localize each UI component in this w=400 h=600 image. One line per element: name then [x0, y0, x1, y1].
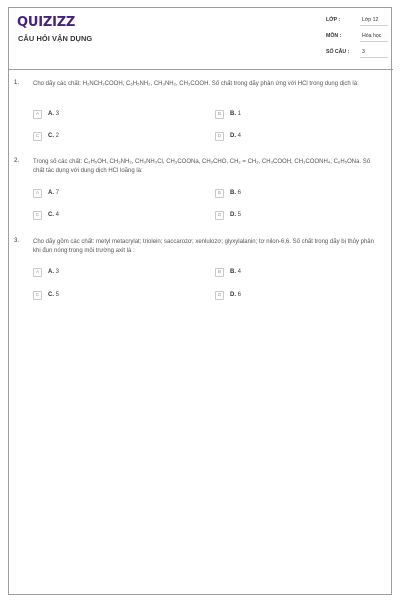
option-b[interactable] — [215, 268, 355, 278]
option-value: 4 — [237, 269, 242, 275]
option-label: A. — [48, 269, 54, 275]
option-value: 4 — [55, 212, 60, 218]
option-letter-box: D — [215, 291, 224, 300]
option-value: 6 — [237, 190, 242, 196]
option-value: 6 — [237, 292, 242, 298]
option-label: B. — [230, 269, 236, 275]
option-letter-box: C — [33, 291, 42, 300]
option-value: 3 — [55, 269, 60, 275]
page-title: CÂU HỎI VẬN DỤNG — [18, 34, 93, 43]
option-letter-box: D — [215, 132, 224, 141]
option-label: B. — [230, 111, 236, 117]
option-b[interactable] — [215, 189, 355, 199]
worksheet — [8, 7, 392, 595]
option-letter-box: C — [33, 211, 42, 220]
question-text: Cho dãy gồm các chất: metyl metacrylat; triolein; saccarozơ; xenlulozơ; glyxylalanin; tơ nilon-6,6. Số chất trong dãy bị thủy phân khi đun nóng trong môi trường axit là : — [33, 239, 374, 254]
meta-subject-underline — [360, 41, 388, 42]
option-c[interactable] — [33, 132, 173, 142]
meta-subject-key: MÔN : — [326, 33, 342, 39]
option-d[interactable] — [215, 291, 355, 301]
question-number: 1. — [14, 80, 20, 86]
option-value: 3 — [55, 111, 60, 117]
question-number: 2. — [14, 158, 20, 164]
option-label: C. — [48, 212, 54, 218]
meta-question-count-key: SỐ CÂU : — [326, 49, 350, 55]
option-value: 5 — [237, 212, 242, 218]
option-d[interactable] — [215, 132, 355, 142]
option-label: A. — [48, 111, 54, 117]
option-value: 7 — [55, 190, 60, 196]
option-label: C. — [48, 133, 54, 139]
meta-grade-key: LỚP : — [326, 17, 341, 23]
meta-question-count-underline — [360, 57, 388, 58]
meta-grade-underline — [360, 25, 388, 26]
option-letter-box: B — [215, 268, 224, 277]
option-letter-box: A — [33, 110, 42, 119]
meta-question-count-value: 3 — [362, 49, 365, 55]
meta-grade — [326, 16, 390, 26]
option-letter-box: C — [33, 132, 42, 141]
option-value: 2 — [55, 133, 60, 139]
option-a[interactable] — [33, 189, 173, 199]
option-value: 4 — [237, 133, 242, 139]
option-value: 1 — [237, 111, 242, 117]
option-c[interactable] — [33, 291, 173, 301]
option-letter-box: D — [215, 211, 224, 220]
option-label: A. — [48, 190, 54, 196]
question-number: 3. — [14, 238, 20, 244]
option-label: D. — [230, 212, 236, 218]
option-label: D. — [230, 133, 236, 139]
option-label: B. — [230, 190, 236, 196]
question-text: Cho dãy các chất: H₂NCH₂COOH, C₆H₅NH₂, CH₃NH₂, CH₃COOH. Số chất trong dãy phản ứng với HCl trong dung dịch là: — [33, 81, 359, 87]
option-b[interactable] — [215, 110, 355, 120]
meta-grade-value: Lớp 12 — [362, 17, 379, 23]
option-label: C. — [48, 292, 54, 298]
meta-question-count — [326, 48, 390, 58]
option-a[interactable] — [33, 268, 173, 278]
option-letter-box: B — [215, 189, 224, 198]
option-label: D. — [230, 292, 236, 298]
option-c[interactable] — [33, 211, 173, 221]
option-a[interactable] — [33, 110, 173, 120]
meta-subject-value: Hóa học — [362, 33, 382, 39]
quizizz-logo: QUIZIZZ — [17, 15, 76, 30]
option-letter-box: B — [215, 110, 224, 119]
worksheet-header — [9, 8, 393, 70]
option-letter-box: A — [33, 268, 42, 277]
meta-subject — [326, 32, 390, 42]
option-d[interactable] — [215, 211, 355, 221]
option-letter-box: A — [33, 189, 42, 198]
option-value: 5 — [55, 292, 60, 298]
question-text: Trong số các chất: C₂H₅OH, CH₃NH₂, CH₃NH₃Cl, CH₃COONa, CH₃CHO, CH₂ = CH₂, CH₃COOH, CH₃COONH₄, C₆H₅ONa. Số chất tác dụng với dung dịch HCl loãng là: — [33, 159, 371, 174]
